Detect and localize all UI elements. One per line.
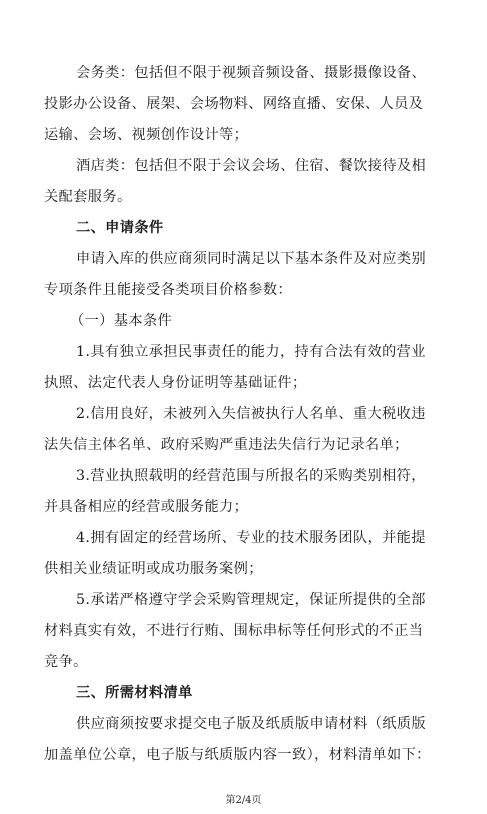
paragraph-line: 执照、法定代表人身份证明等基础证件； <box>44 375 307 391</box>
page-footer: 第2/4页 <box>225 795 262 806</box>
paragraph-line: 会务类：包括但不限于视频音频设备、摄影摄像设备、 <box>76 65 427 81</box>
subsection-heading: （一）基本条件 <box>70 313 173 329</box>
paragraph-line: 1.具有独立承担民事责任的能力，持有合法有效的营业 <box>76 344 426 360</box>
paragraph-line: 5.承诺严格遵守学会采购管理规定，保证所提供的全部 <box>76 592 426 608</box>
paragraph-line: 酒店类：包括但不限于会议会场、住宿、餐饮接待及相 <box>76 158 427 174</box>
paragraph-line: 材料真实有效，不进行行贿、围标串标等任何形式的不正当 <box>44 623 424 639</box>
paragraph-line: 供相关业绩证明或成功服务案例； <box>44 561 263 577</box>
section-heading: 二、申请条件 <box>76 220 164 236</box>
paragraph-line: 2.信用良好，未被列入失信被执行人名单、重大税收违 <box>76 406 426 422</box>
paragraph-line: 竞争。 <box>44 654 88 670</box>
paragraph-line: 3.营业执照载明的经营范围与所报名的采购类别相符， <box>76 468 426 484</box>
paragraph-line: 申请入库的供应商须同时满足以下基本条件及对应类别 <box>76 251 427 267</box>
paragraph-line: 关配套服务。 <box>44 189 132 205</box>
paragraph-line: 并具备相应的经营或服务能力； <box>44 499 249 515</box>
paragraph-line: 专项条件且能接受各类项目价格参数： <box>44 282 292 298</box>
paragraph-line: 供应商须按要求提交电子版及纸质版申请材料（纸质版 <box>76 716 427 732</box>
paragraph-line: 加盖单位公章，电子版与纸质版内容一致），材料清单如下： <box>44 747 431 763</box>
paragraph-line: 投影办公设备、展架、会场物料、网络直播、安保、人员及 <box>44 96 424 112</box>
paragraph-line: 运输、会场、视频创作设计等； <box>44 127 249 143</box>
paragraph-line: 法失信主体名单、政府采购严重违法失信行为记录名单； <box>44 437 409 453</box>
paragraph-line: 4.拥有固定的经营场所、专业的技术服务团队，并能提 <box>76 530 426 546</box>
section-heading: 三、所需材料清单 <box>76 685 193 701</box>
